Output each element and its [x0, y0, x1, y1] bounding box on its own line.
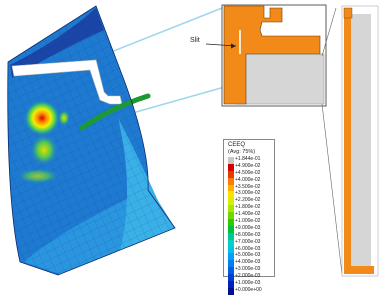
legend-value: +3.500e-02: [235, 183, 261, 190]
legend-value: +2.000e-03: [235, 273, 261, 280]
legend-value: +4.000e-02: [235, 176, 261, 183]
legend-swatch: [228, 212, 234, 219]
legend-swatch: [228, 205, 234, 212]
legend-value: +6.000e-03: [235, 245, 261, 252]
legend-value: +8.000e-03: [235, 231, 261, 238]
legend-value: +1.000e-02: [235, 218, 261, 225]
legend-panel: [223, 139, 275, 293]
legend-value: +2.200e-02: [235, 197, 261, 204]
slit-pointer: [206, 44, 236, 49]
legend-swatch: [228, 233, 234, 240]
legend-entry: [228, 288, 274, 295]
legend-swatch: [228, 267, 234, 274]
legend-swatch: [228, 281, 234, 288]
legend-value: +1.800e-02: [235, 204, 261, 211]
legend-swatch: [228, 247, 234, 254]
legend-value: +0.000e+00: [235, 286, 262, 293]
legend-swatch: [228, 240, 234, 247]
legend-swatch: [228, 185, 234, 192]
legend-swatch: [228, 274, 234, 281]
legend-swatch: [228, 157, 234, 164]
slit-label: Slit: [190, 37, 200, 44]
legend-value: +7.000e-03: [235, 238, 261, 245]
legend-value: +4.000e-03: [235, 259, 261, 266]
legend-value: +4.500e-02: [235, 169, 261, 176]
legend-entries: [228, 157, 274, 295]
legend-swatch: [228, 191, 234, 198]
legend-value: +3.000e-03: [235, 266, 261, 273]
legend-value: +9.000e-03: [235, 224, 261, 231]
legend-value: +4.900e-02: [235, 162, 261, 169]
legend-swatch: [228, 171, 234, 178]
fea-contour-plot: [8, 6, 175, 275]
legend-title: CEEQ: [228, 142, 246, 148]
legend-swatch: [228, 164, 234, 171]
legend-value: +1.000e-03: [235, 280, 261, 287]
legend-value: +3.000e-02: [235, 190, 261, 197]
legend-swatch: [228, 198, 234, 205]
legend-value: +1.844e-01: [235, 156, 261, 162]
legend-swatch: [228, 260, 234, 267]
legend-swatch: [228, 219, 234, 226]
legend-swatch: [228, 226, 234, 233]
legend-subtitle: (Avg: 75%): [228, 149, 256, 155]
legend-value: +1.400e-02: [235, 211, 261, 218]
seal-side-view: [342, 6, 378, 276]
legend-swatch: [228, 178, 234, 185]
legend-value: +5.000e-03: [235, 252, 261, 259]
legend-swatch: [228, 253, 234, 260]
legend-swatch: [228, 288, 234, 295]
